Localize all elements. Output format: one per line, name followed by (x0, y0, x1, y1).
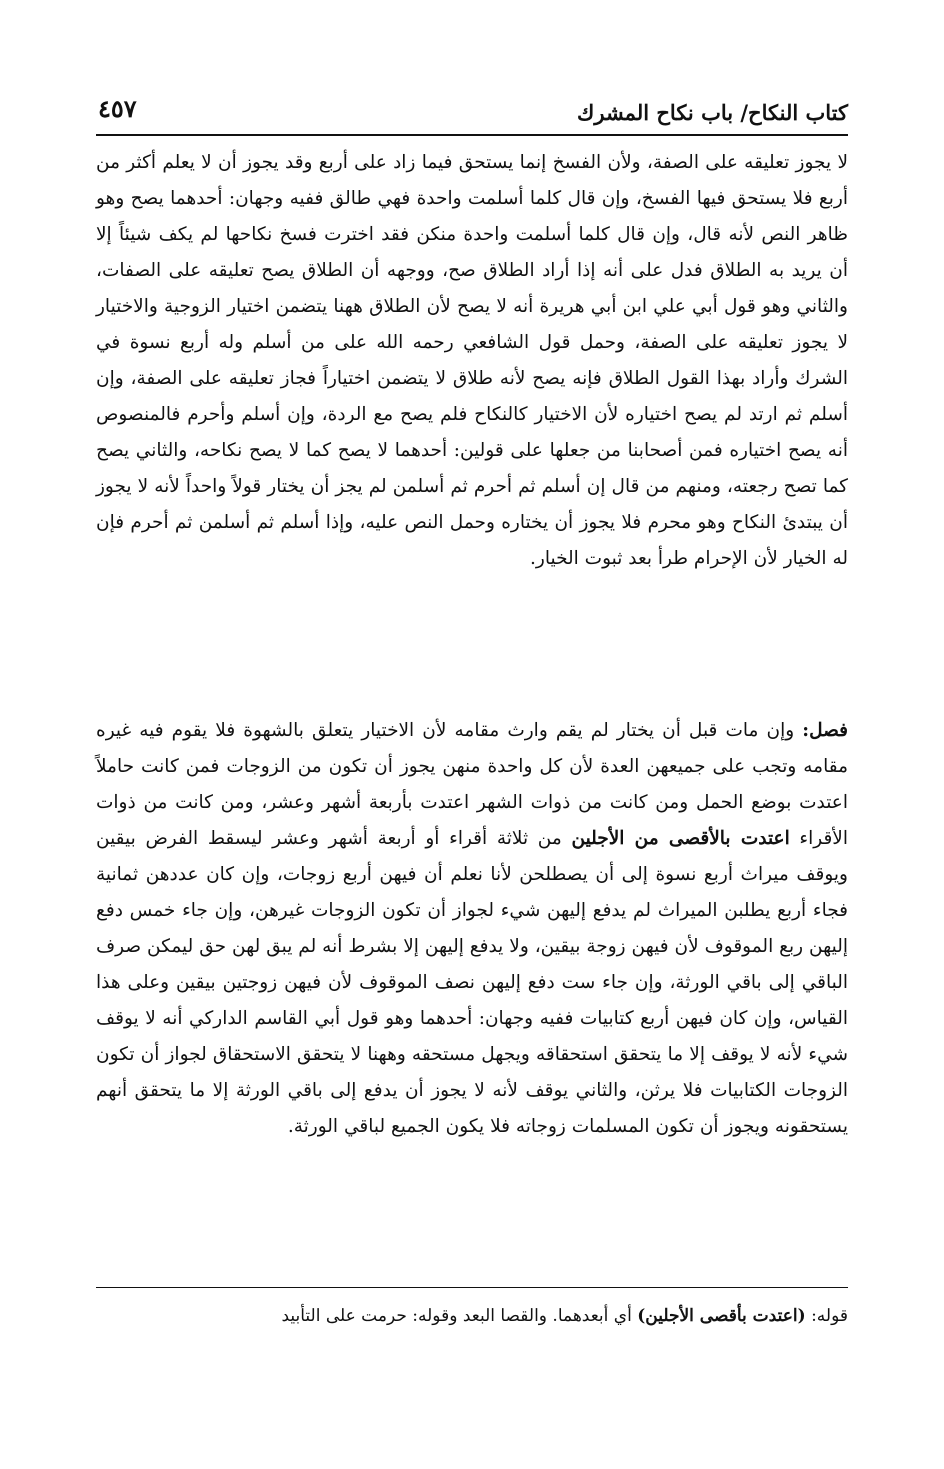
main-text (96, 145, 849, 1137)
paragraph-2-emphasis: اعتدت بالأقصى من الأجلين (571, 828, 790, 849)
section-label: فصل: (802, 720, 848, 741)
page-number: ٤٥٧ (98, 94, 137, 123)
paragraph-1: لا يجوز تعليقه على الصفة، ولأن الفسخ إنما يستحق فيما زاد على أربع وقد يجوز أن لا يعلم أكثر من أربع فلا يستحق فيها الفسخ، وإن قال كلما أسلمت واحدة فهي طالق ففيه وجهان: أحدهما يصح وهو ظاهر النص لأنه قال، وإن قال كلما أسلمت واحدة منكن فقد اخترت فسخ نكاحها لم يكف شيئاً إلا أن يريد به الطلاق فدل على أنه إذا أراد الطلاق صح، ووجهه أن الطلاق يصح تعليقه على الصفات، والثاني وهو قول أبي علي ابن أبي هريرة أنه لا يصح لأن الطلاق ههنا يتضمن اختيار الزوجية والاختيار لا يجوز تعليقه على الصفة، وحمل قول الشافعي رحمه الله على من أسلم وله أربع نسوة في الشرك وأراد بهذا القول الطلاق فإنه يصح لأنه طلاق لا يتضمن اختياراً فجاز تعليقه على الصفة، وإن أسلم ثم ارتد لم يصح اختياره لأن الاختيار كالنكاح فلم يصح مع الردة، وإن أسلم وأحرم فالمنصوص أنه يصح اختياره فمن أصحابنا من جعلها على قولين: أحدهما لا يصح كما لا يصح نكاحه، والثاني يصح كما تصح رجعته، ومنهم من قال إن أسلم ثم أحرم ثم أسلمن لم يجز أن يختار قولاً واحداً لأنه لا يجوز أن يبتدئ النكاح وهو محرم فلا يجوز أن يختاره وحمل النص عليه، وإذا أسلم ثم أسلمن ثم أحرم فإن له الخيار لأن الإحرام طرأ بعد ثبوت الخيار. (96, 152, 848, 569)
paragraph-2-part-1: وإن مات قبل أن يختار لم يقم وارث مقامه لأن الاختيار يتعلق بالشهوة فلا يقوم فيه غيره مقامه وتجب على جميعهن العدة لأن كل واحدة منهن يجوز أن تكون من الزوجات فمن كانت حاملاً اعتدت بوضع الحمل ومن كانت من ذوات الشهر اعتدت بأربعة أشهر وعشر، ومن كانت من ذوات الأقراء (96, 720, 849, 849)
paragraph-2-part-2: من ثلاثة أقراء أو أربعة أشهر وعشر ليسقط الفرض بيقين ويوقف ميراث أربع نسوة إلى أن يصطلحن لأنا نعلم أن فيهن أربع زوجات، وإن كان عددهن ثمانية فجاء أربع يطلبن الميراث لم يدفع إليهن شيء لجواز أن تكون الزوجات غيرهن، وإن جاء خمس دفع إليهن ربع الموقوف لأن فيهن زوجة بيقين، ولا يدفع إليهن إلا بشرط أنه لم يبق لهن حق ليمكن صرف الباقي إلى باقي الورثة، وإن جاء ست دفع إليهن نصف الموقوف لأن فيهن زوجتين بيقين وعلى هذا القياس، وإن كان فيهن أربع كتابيات ففيه وجهان: أحدهما وهو قول أبي القاسم الداركي أنه لا يوقف شيء لأنه لا يوقف إلا ما يتحقق استحقاقه ويجهل مستحقه وههنا لا يتحقق الاستحقاق لجواز أن تكون الزوجات الكتابيات فلا يرثن، والثاني يوقف لأنه لا يجوز أن يدفع إلى باقي الورثة إلا ما يتحقق أنهم يستحقونه ويجوز أن تكون المسلمات زوجاته فلا يكون الجميع لباقي الورثة. (96, 828, 848, 1137)
paragraph-2 (96, 713, 848, 1145)
running-head: كتاب النكاح/ باب نكاح المشرك (577, 100, 848, 125)
footnote-text: أي أبعدهما. والقصا البعد وقوله: حرمت على التأبيد (281, 1306, 632, 1326)
footnote-prefix: قوله: (811, 1306, 848, 1326)
footnote (96, 1300, 848, 1332)
footnote-emphasis: (اعتدت بأقصى الأجلين) (637, 1306, 806, 1326)
page-header (96, 88, 848, 136)
footnote-divider (96, 1287, 848, 1288)
